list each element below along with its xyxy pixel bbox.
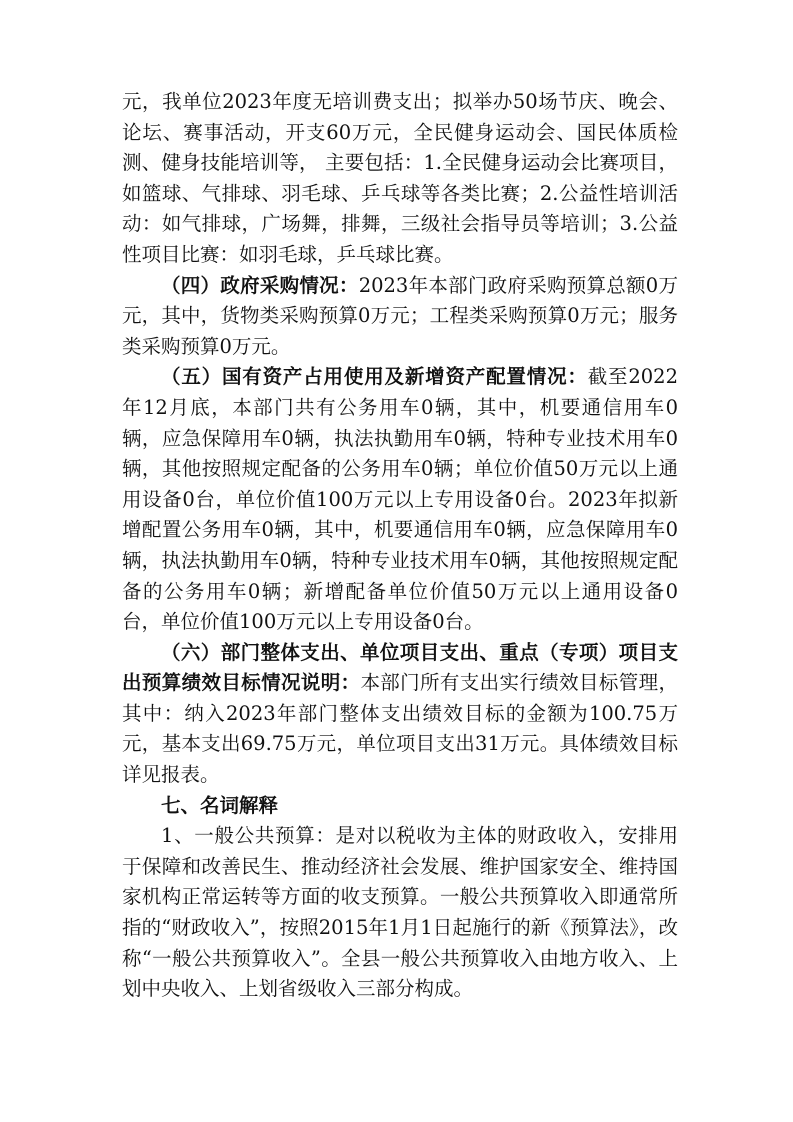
procurement-text: 2023年本部门政府采购预算总额0万元，其中，货物类采购预算0万元；工程类采购预算0万元；服务类采购预算0万元。: [122, 273, 678, 358]
paragraph-general-public-budget: 1、一般公共预算：是对以税收为主体的财政收入，安排用于保障和改善民生、推动经济社会发展、维护国家安全、维持国家机构正常运转等方面的收支预算。一般公共预算收入即通常所指的“财政收入”，按照2015年1月1日起施行的新《预算法》，改称“一般公共预算收入”。全县一般公共预算收入由地方收入、上划中央收入、上划省级收入三部分构成。: [122, 824, 678, 1001]
paragraph-performance-goals: [122, 638, 678, 791]
paragraph-state-assets: [122, 362, 678, 637]
document-page: [122, 87, 678, 1005]
section-heading-performance: （六）部门整体支出、单位项目支出、重点（专项）项目支出预算绩效目标情况说明：: [122, 640, 678, 695]
assets-text: 截至2022年12月底，本部门共有公务用车0辆，其中，机要通信用车0辆，应急保障用车0辆，执法执勤用车0辆，特种专业技术用车0辆，其他按照规定配备的公务用车0辆；单位价值50万元以上通用设备0台，单位价值100万元以上专用设备0台。2023年拟新增配置公务用车0辆，其中，机要通信用车0辆，应急保障用车0辆，执法执勤用车0辆，特种专业技术用车0辆，其他按照规定配备的公务用车0辆；新增配备单位价值50万元以上通用设备0台，单位价值100万元以上专用设备0台。: [122, 365, 678, 634]
section-heading-procurement: （四）政府采购情况：: [161, 273, 359, 297]
paragraph-activities: 元，我单位2023年度无培训费支出；拟举办50场节庆、晚会、论坛、赛事活动，开支60万元，全民健身运动会、国民体质检测、健身技能培训等， 主要包括：1.全民健身运动会比赛项目，如篮球、气排球、羽毛球、乒乓球等各类比赛；2.公益性培训活动：如气排球，广场舞，排舞，三级社会指导员等培训；3.公益性项目比赛：如羽毛球，乒乓球比赛。: [122, 90, 678, 266]
paragraph-government-procurement: [122, 271, 678, 363]
performance-text: 本部门所有支出实行绩效目标管理，其中：纳入2023年部门整体支出绩效目标的金额为100.75万元，基本支出69.75万元，单位项目支出31万元。具体绩效目标详见报表。: [122, 671, 678, 787]
section-heading-assets: （五）国有资产占用使用及新增资产配置情况：: [161, 365, 588, 389]
section-heading-glossary: 七、名词解释: [161, 793, 279, 817]
